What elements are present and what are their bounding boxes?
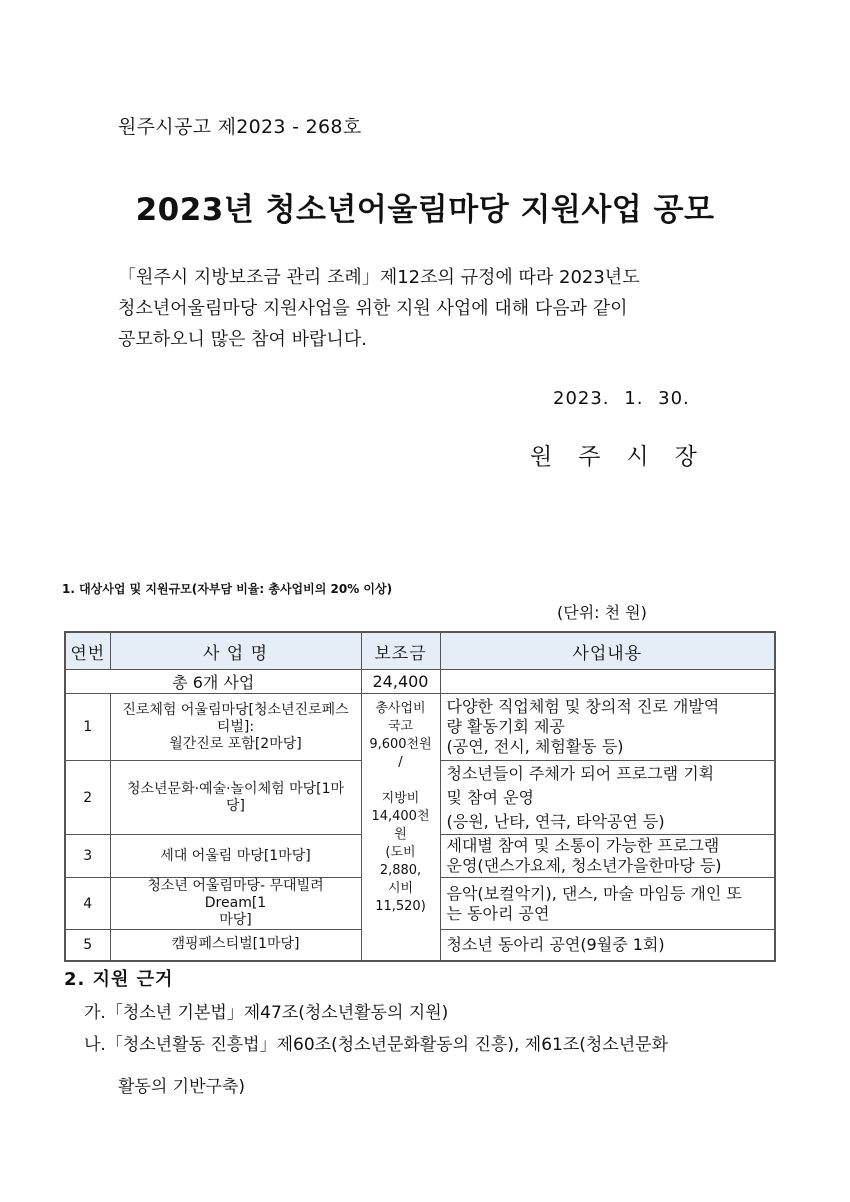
name-line: 캠핑페스티벌[1마당] — [171, 936, 300, 953]
section2-heading: 2. 지원 근거 — [64, 969, 174, 990]
subsidy-line: 2,880, — [379, 863, 422, 878]
header-desc: 사업내용 — [440, 632, 775, 670]
section1-heading: 1. 대상사업 및 지원규모(자부담 비율: 총사업비의 20% 이상) — [62, 582, 393, 596]
row-desc — [440, 878, 775, 930]
desc-line: (공연, 전시, 체험활동 등) — [446, 737, 624, 756]
desc-line: 음악(보컬악기), 댄스, 마술 마임등 개인 또 — [446, 883, 742, 903]
row-name — [110, 835, 361, 878]
total-amount: 24,400 — [361, 670, 440, 694]
page-title: 2023년 청소년어울림마당 지원사업 공모 — [135, 192, 715, 228]
notice-date: 2023. 1. 30. — [553, 388, 690, 409]
desc-line: 다양한 직업체험 및 창의적 진로 개발역 — [446, 697, 720, 716]
row-no: 4 — [65, 878, 110, 930]
name-line: 마당] — [219, 912, 252, 928]
row-desc — [440, 930, 775, 961]
unit-note: (단위: 천 원) — [557, 603, 647, 622]
row-name — [110, 761, 361, 835]
row-name — [110, 878, 361, 930]
row-no: 2 — [65, 761, 110, 835]
name-line: 당] — [226, 797, 245, 814]
desc-line: 청소년 동아리 공연(9월중 1회) — [446, 934, 665, 954]
subsidy-line: (도비 — [385, 845, 416, 860]
name-line: 청소년문화·예술·놀이체험 마당[1마 — [126, 780, 345, 797]
issuer: 원주시장 — [530, 444, 723, 470]
total-empty-cell — [440, 670, 775, 694]
total-label: 총 6개 사업 — [65, 670, 361, 694]
name-line: 티벌]: — [216, 718, 255, 735]
intro-paragraph — [118, 262, 730, 355]
subsidy-line: 총사업비 — [375, 701, 426, 716]
desc-line: 및 참여 운영 — [446, 787, 534, 807]
subsidy-line: 14,400천 — [371, 809, 430, 824]
basis-item: 나.「청소년활동 진흥법」제60조(청소년문화활동의 진흥), 제61조(청소년문화 — [84, 1035, 668, 1055]
desc-line: 는 동아리 공연 — [446, 903, 550, 923]
header-no: 연번 — [65, 632, 110, 670]
name-line: 청소년 어울림마당- 무대빌려 Dream[1 — [147, 878, 324, 911]
row-name — [110, 694, 361, 761]
desc-line: 운영(댄스가요제, 청소년가을한마당 등) — [446, 856, 722, 875]
desc-line: 량 활동기회 제공 — [446, 717, 565, 736]
header-subsidy: 보조금 — [361, 632, 440, 670]
subsidy-line: 9,600천원 — [369, 737, 432, 752]
notice-number: 원주시공고 제2023 - 268호 — [118, 116, 362, 138]
table-row — [65, 694, 775, 761]
subsidy-line: 원 — [394, 827, 407, 842]
header-name: 사 업 명 — [110, 632, 361, 670]
row-desc — [440, 761, 775, 835]
name-line: 월간진로 포함[2마당] — [169, 735, 302, 752]
subsidy-line: / — [398, 755, 403, 770]
desc-line: (응원, 난타, 연극, 타악공연 등) — [446, 811, 665, 831]
table-total-row — [65, 670, 775, 694]
basis-item-continued: 활동의 기반구축) — [118, 1077, 245, 1097]
row-no: 5 — [65, 930, 110, 961]
intro-line: 청소년어울림마당 지원사업을 위한 지원 사업에 대해 다음과 같이 — [118, 298, 628, 319]
row-name — [110, 930, 361, 961]
row-no: 3 — [65, 835, 110, 878]
name-line: 진로체험 어울림마당[청소년진로페스 — [122, 701, 349, 718]
desc-line: 청소년들이 주체가 되어 프로그램 기획 — [446, 763, 715, 783]
subsidy-line: 지방비 — [381, 791, 420, 806]
name-line: 세대 어울림 마당[1마당] — [160, 847, 311, 864]
subsidy-note — [361, 694, 440, 961]
basis-item: 가.「청소년 기본법」제47조(청소년활동의 지원) — [84, 1003, 449, 1023]
intro-line: 「원주시 지방보조금 관리 조례」제12조의 규정에 따라 2023년도 — [118, 267, 640, 288]
row-desc — [440, 694, 775, 761]
subsidy-line: 시비 — [387, 881, 414, 896]
subsidy-line: 국고 — [387, 719, 414, 734]
subsidy-line — [366, 772, 436, 790]
desc-line: 세대별 참여 및 소통이 가능한 프로그램 — [446, 836, 720, 855]
project-table — [64, 631, 776, 962]
intro-line: 공모하오니 많은 참여 바랍니다. — [118, 329, 367, 350]
subsidy-line: 11,520) — [375, 899, 426, 914]
row-desc — [440, 835, 775, 878]
row-no: 1 — [65, 694, 110, 761]
table-header-row — [65, 632, 775, 670]
